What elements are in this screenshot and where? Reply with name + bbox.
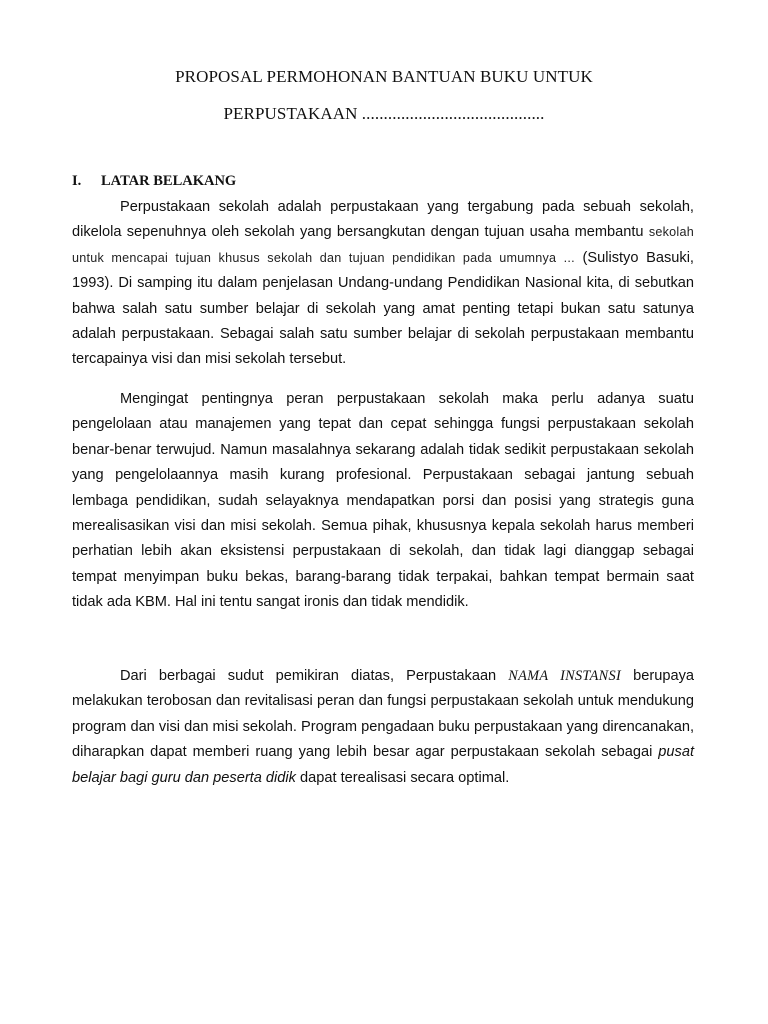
paragraph-3-part1: Dari berbagai sudut pemikiran diatas, Perpustakaan xyxy=(120,668,509,684)
paragraph-1-small-text: sekolah untuk mencapai tujuan khusus sekolah dan tujuan pendidikan pada umumnya ... xyxy=(72,225,694,265)
section-heading xyxy=(72,173,236,190)
paragraph-3-part2: berupaya melakukan terobosan dan revitalisasi peran dan fungsi perpustakaan sekolah untuk mendukung program dan visi dan misi sekolah. Program pengadaan buku perpustakaan yang direncanakan, diharapkan dapat memberi ruang yang lebih besar agar perpustakaan sekolah sebagai xyxy=(72,668,694,761)
paragraph-3-part3: dapat terealisasi secara optimal. xyxy=(295,769,510,786)
paragraph-1-part1: Perpustakaan sekolah adalah perpustakaan yang tergabung pada sebuah sekolah, dikelola sepenuhnya oleh sekolah yang bersangkutan dengan tujuan usaha membantu xyxy=(72,199,694,241)
section-heading-text: LATAR BELAKANG xyxy=(101,173,237,189)
paragraph-2 xyxy=(72,387,694,616)
paragraph-1 xyxy=(72,195,694,373)
institution-name: NAMA INSTANSI xyxy=(508,668,622,684)
paragraph-2-text: Mengingat pentingnya peran perpustakaan sekolah maka perlu adanya suatu pengelolaan atau manajemen yang tepat dan cepat sehingga fungsi perpustakaan sekolah benar-benar terwujud. Namun masalahnya sekarang adalah tidak sedikit perpustakaan sekolah yang pengelolaannya masih kurang profesional. Perpustakaan sebagai jantung sebuah lembaga pendidikan, sudah selayaknya mendapatkan porsi dan posisi yang strategis guna merealisasikan visi dan misi sekolah. Semua pihak, khususnya kepala sekolah harus memberi perhatian lebih akan eksistensi perpustakaan di sekolah, dan tidak lagi dianggap sebagai tempat menyimpan buku bekas, barang-barang tidak terpakai, bahkan tempat bermain saat tidak ada KBM. Hal ini tentu sangat ironis dan tidak mendidik. xyxy=(72,391,694,611)
document-title-line2: PERPUSTAKAAN .......................................... xyxy=(223,104,545,123)
paragraph-3 xyxy=(72,664,694,791)
section-number: I. xyxy=(72,173,82,189)
paragraph-1-part3: (Sulistyo Basuki, 1993). Di samping itu dalam penjelasan Undang-undang Pendidikan Nasional kita, di sebutkan bahwa salah satu sumber belajar di sekolah yang amat penting tetapi bukan satu satunya adalah perpustakaan. Sebagai salah satu sumber belajar di sekolah perpustakaan membantu tercapainya visi dan misi sekolah tersebut. xyxy=(72,249,694,368)
paragraph-3-italic-phrase: pusat belajar bagi guru dan peserta didik xyxy=(72,744,694,786)
document-title-line1: PROPOSAL PERMOHONAN BANTUAN BUKU UNTUK xyxy=(175,67,593,86)
